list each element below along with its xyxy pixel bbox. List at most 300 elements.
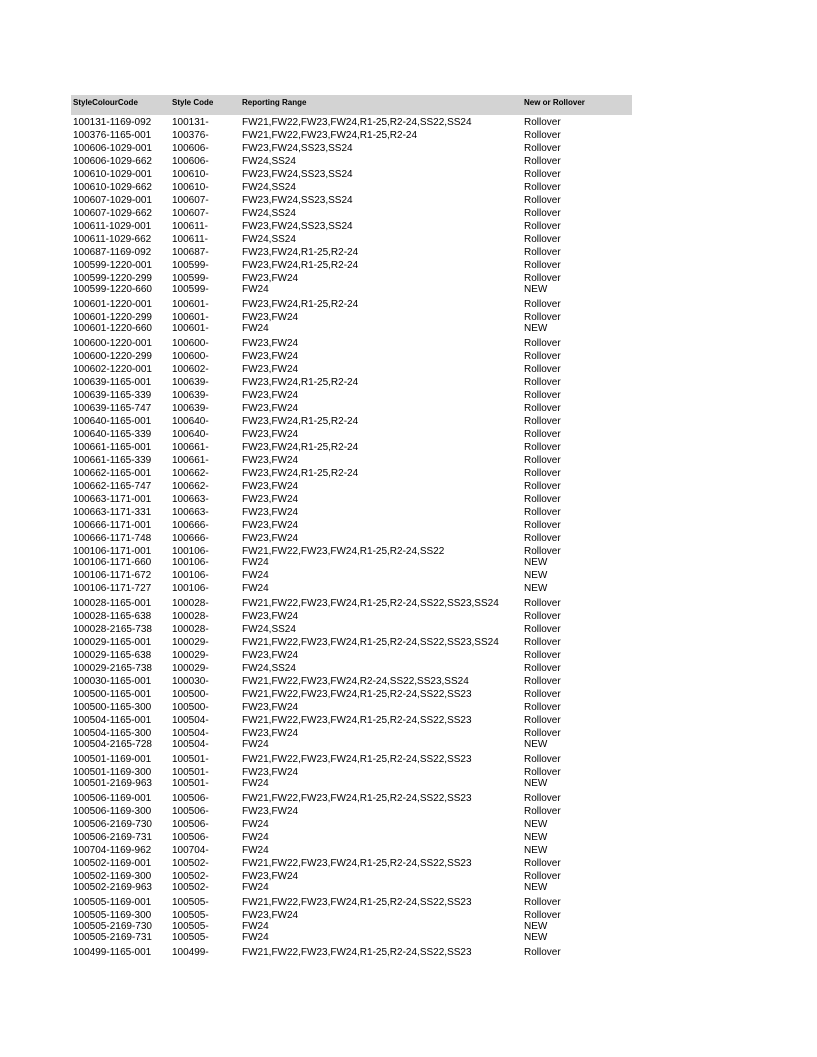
cell-new-or-rollover: Rollover [524, 143, 561, 154]
cell-new-or-rollover: Rollover [524, 403, 561, 414]
cell-new-or-rollover: Rollover [524, 260, 561, 271]
cell-reporting-range: FW24 [242, 778, 269, 789]
cell-reporting-range: FW24 [242, 323, 269, 334]
cell-reporting-range: FW23,FW24 [242, 910, 299, 921]
cell-new-or-rollover: Rollover [524, 208, 561, 219]
cell-style-colour-code: 100500-1165-001 [73, 689, 152, 700]
cell-style-colour-code: 100029-2165-738 [73, 663, 152, 674]
table-row [71, 582, 671, 595]
cell-new-or-rollover: Rollover [524, 637, 561, 648]
cell-style-colour-code: 100663-1171-001 [73, 494, 152, 505]
cell-style-colour-code: 100666-1171-748 [73, 533, 152, 544]
table-row [71, 896, 671, 909]
cell-reporting-range: FW23,FW24 [242, 611, 299, 622]
cell-new-or-rollover: Rollover [524, 947, 561, 958]
cell-reporting-range: FW23,FW24 [242, 390, 299, 401]
cell-style-colour-code: 100106-1171-001 [73, 546, 152, 557]
cell-style-code: 100662- [172, 481, 209, 492]
cell-new-or-rollover: Rollover [524, 455, 561, 466]
cell-new-or-rollover: Rollover [524, 117, 561, 128]
cell-style-colour-code: 100687-1169-092 [73, 247, 152, 258]
cell-new-or-rollover: Rollover [524, 767, 561, 778]
table-row [71, 376, 671, 389]
cell-style-colour-code: 100376-1165-001 [73, 130, 152, 141]
cell-style-colour-code: 100502-2169-963 [73, 882, 152, 893]
cell-reporting-range: FW23,FW24 [242, 338, 299, 349]
table-row [71, 649, 671, 662]
cell-reporting-range: FW23,FW24 [242, 533, 299, 544]
cell-new-or-rollover: Rollover [524, 442, 561, 453]
cell-style-code: 100505- [172, 897, 209, 908]
cell-style-code: 100599- [172, 260, 209, 271]
cell-style-colour-code: 100599-1220-660 [73, 284, 152, 295]
header-row [71, 95, 632, 115]
cell-style-colour-code: 100639-1165-747 [73, 403, 152, 414]
table-row [71, 532, 671, 545]
table-row [71, 350, 671, 363]
cell-new-or-rollover: Rollover [524, 195, 561, 206]
cell-style-code: 100501- [172, 754, 209, 765]
header-reporting-range: Reporting Range [242, 98, 307, 107]
cell-reporting-range: FW21,FW22,FW23,FW24,R1-25,R2-24,SS22,SS23 [242, 897, 472, 908]
cell-new-or-rollover: Rollover [524, 377, 561, 388]
cell-reporting-range: FW21,FW22,FW23,FW24,R1-25,R2-24,SS22,SS23 [242, 754, 472, 765]
cell-new-or-rollover: NEW [524, 932, 548, 943]
cell-reporting-range: FW21,FW22,FW23,FW24,R1-25,R2-24,SS22,SS23 [242, 947, 472, 958]
table-row [71, 259, 671, 272]
table-row [71, 415, 671, 428]
cell-reporting-range: FW21,FW22,FW23,FW24,R1-25,R2-24,SS22,SS23 [242, 689, 472, 700]
table-row [71, 493, 671, 506]
cell-reporting-range: FW21,FW22,FW23,FW24,R1-25,R2-24,SS22,SS23,SS24 [242, 598, 499, 609]
cell-reporting-range: FW23,FW24,SS23,SS24 [242, 221, 353, 232]
cell-style-colour-code: 100029-1165-638 [73, 650, 152, 661]
cell-style-code: 100662- [172, 468, 209, 479]
cell-reporting-range: FW24,SS24 [242, 663, 296, 674]
cell-reporting-range: FW23,FW24 [242, 520, 299, 531]
cell-new-or-rollover: Rollover [524, 481, 561, 492]
cell-reporting-range: FW24,SS24 [242, 208, 296, 219]
cell-style-code: 100499- [172, 947, 209, 958]
cell-style-colour-code: 100028-2165-738 [73, 624, 152, 635]
cell-new-or-rollover: Rollover [524, 715, 561, 726]
cell-style-code: 100611- [172, 234, 208, 245]
cell-reporting-range: FW23,FW24 [242, 364, 299, 375]
cell-reporting-range: FW23,FW24,R1-25,R2-24 [242, 377, 359, 388]
table-row [71, 283, 671, 296]
cell-style-colour-code: 100505-2169-731 [73, 932, 152, 943]
cell-style-colour-code: 100502-1169-300 [73, 871, 152, 882]
cell-style-code: 100502- [172, 858, 209, 869]
cell-reporting-range: FW23,FW24 [242, 481, 299, 492]
table-row [71, 857, 671, 870]
cell-style-code: 100666- [172, 520, 209, 531]
cell-style-code: 100028- [172, 624, 209, 635]
table-row [71, 337, 671, 350]
cell-new-or-rollover: NEW [524, 284, 548, 295]
cell-style-code: 100504- [172, 715, 209, 726]
cell-reporting-range: FW23,FW24 [242, 273, 299, 284]
cell-reporting-range: FW23,FW24,R1-25,R2-24 [242, 468, 359, 479]
table-row [71, 519, 671, 532]
cell-new-or-rollover: NEW [524, 583, 548, 594]
table-row [71, 246, 671, 259]
cell-reporting-range: FW23,FW24 [242, 806, 299, 817]
table-row [71, 454, 671, 467]
cell-new-or-rollover: NEW [524, 882, 548, 893]
cell-style-colour-code: 100500-1165-300 [73, 702, 152, 713]
cell-style-code: 100028- [172, 598, 209, 609]
table-row [71, 480, 671, 493]
table-row [71, 506, 671, 519]
cell-reporting-range: FW21,FW22,FW23,FW24,R1-25,R2-24,SS22,SS23 [242, 715, 472, 726]
cell-style-colour-code: 100600-1220-001 [73, 338, 152, 349]
cell-new-or-rollover: Rollover [524, 663, 561, 674]
cell-style-code: 100106- [172, 583, 209, 594]
cell-reporting-range: FW23,FW24 [242, 871, 299, 882]
cell-style-colour-code: 100504-2165-728 [73, 739, 152, 750]
cell-style-code: 100506- [172, 819, 209, 830]
cell-reporting-range: FW24 [242, 583, 269, 594]
cell-new-or-rollover: Rollover [524, 624, 561, 635]
cell-new-or-rollover: NEW [524, 921, 548, 932]
cell-new-or-rollover: Rollover [524, 793, 561, 804]
cell-style-colour-code: 100131-1169-092 [73, 117, 152, 128]
cell-style-colour-code: 100611-1029-001 [73, 221, 152, 232]
header-style-colour-code: StyleColourCode [73, 98, 138, 107]
cell-reporting-range: FW24 [242, 570, 269, 581]
cell-style-code: 100029- [172, 637, 209, 648]
table-row [71, 881, 671, 894]
cell-reporting-range: FW23,FW24,SS23,SS24 [242, 169, 353, 180]
cell-reporting-range: FW24 [242, 921, 269, 932]
cell-style-code: 100601- [172, 299, 209, 310]
table-row [71, 946, 671, 959]
cell-style-code: 100505- [172, 910, 209, 921]
table-row [71, 129, 671, 142]
cell-style-colour-code: 100504-1165-001 [73, 715, 152, 726]
cell-new-or-rollover: Rollover [524, 312, 561, 323]
cell-style-colour-code: 100028-1165-001 [73, 598, 152, 609]
cell-style-colour-code: 100666-1171-001 [73, 520, 152, 531]
cell-reporting-range: FW21,FW22,FW23,FW24,R1-25,R2-24,SS22 [242, 546, 445, 557]
table-row [71, 688, 671, 701]
cell-new-or-rollover: Rollover [524, 221, 561, 232]
cell-style-colour-code: 100506-2169-730 [73, 819, 152, 830]
cell-new-or-rollover: Rollover [524, 507, 561, 518]
cell-style-code: 100506- [172, 806, 209, 817]
table-row [71, 467, 671, 480]
cell-new-or-rollover: Rollover [524, 676, 561, 687]
cell-style-code: 100606- [172, 156, 209, 167]
table-row [71, 168, 671, 181]
cell-reporting-range: FW23,FW24 [242, 429, 299, 440]
cell-style-code: 100504- [172, 739, 209, 750]
cell-new-or-rollover: NEW [524, 739, 548, 750]
cell-style-colour-code: 100600-1220-299 [73, 351, 152, 362]
cell-reporting-range: FW24,SS24 [242, 182, 296, 193]
cell-style-code: 100661- [172, 442, 209, 453]
cell-style-colour-code: 100607-1029-662 [73, 208, 152, 219]
header-new-or-rollover: New or Rollover [524, 98, 585, 107]
cell-new-or-rollover: Rollover [524, 533, 561, 544]
cell-reporting-range: FW24,SS24 [242, 624, 296, 635]
cell-style-code: 100106- [172, 546, 209, 557]
cell-style-code: 100601- [172, 312, 209, 323]
table-row [71, 831, 671, 844]
cell-reporting-range: FW24 [242, 819, 269, 830]
cell-style-code: 100500- [172, 702, 209, 713]
table-row [71, 194, 671, 207]
cell-reporting-range: FW24 [242, 932, 269, 943]
cell-style-colour-code: 100106-1171-727 [73, 583, 152, 594]
table-row [71, 556, 671, 569]
cell-new-or-rollover: Rollover [524, 351, 561, 362]
table-row [71, 181, 671, 194]
cell-reporting-range: FW23,FW24 [242, 403, 299, 414]
cell-reporting-range: FW21,FW22,FW23,FW24,R1-25,R2-24,SS22,SS24 [242, 117, 472, 128]
cell-new-or-rollover: Rollover [524, 247, 561, 258]
cell-style-code: 100640- [172, 429, 209, 440]
cell-style-code: 100506- [172, 832, 209, 843]
cell-new-or-rollover: Rollover [524, 858, 561, 869]
cell-style-code: 100505- [172, 921, 209, 932]
cell-style-colour-code: 100505-1169-300 [73, 910, 152, 921]
table-row [71, 155, 671, 168]
cell-style-colour-code: 100029-1165-001 [73, 637, 152, 648]
table-row [71, 675, 671, 688]
cell-style-code: 100607- [172, 208, 209, 219]
cell-new-or-rollover: Rollover [524, 871, 561, 882]
table-row [71, 220, 671, 233]
cell-reporting-range: FW23,FW24,SS23,SS24 [242, 195, 353, 206]
cell-new-or-rollover: Rollover [524, 520, 561, 531]
cell-reporting-range: FW24 [242, 882, 269, 893]
cell-style-colour-code: 100499-1165-001 [73, 947, 152, 958]
cell-style-colour-code: 100506-2169-731 [73, 832, 152, 843]
cell-style-code: 100661- [172, 455, 209, 466]
table-row [71, 818, 671, 831]
cell-style-code: 100030- [172, 676, 209, 687]
cell-reporting-range: FW21,FW22,FW23,FW24,R1-25,R2-24,SS22,SS23 [242, 858, 472, 869]
cell-new-or-rollover: Rollover [524, 182, 561, 193]
cell-style-code: 100500- [172, 689, 209, 700]
cell-style-colour-code: 100704-1169-962 [73, 845, 152, 856]
cell-style-code: 100640- [172, 416, 209, 427]
table-row [71, 116, 671, 129]
cell-style-code: 100663- [172, 507, 209, 518]
cell-style-code: 100504- [172, 728, 209, 739]
cell-new-or-rollover: Rollover [524, 130, 561, 141]
cell-new-or-rollover: NEW [524, 570, 548, 581]
cell-new-or-rollover: NEW [524, 845, 548, 856]
table-row [71, 322, 671, 335]
cell-style-code: 100106- [172, 557, 209, 568]
cell-style-colour-code: 100662-1165-001 [73, 468, 152, 479]
cell-style-code: 100639- [172, 390, 209, 401]
cell-style-colour-code: 100502-1169-001 [73, 858, 152, 869]
cell-style-colour-code: 100663-1171-331 [73, 507, 152, 518]
cell-style-code: 100502- [172, 871, 209, 882]
cell-style-colour-code: 100607-1029-001 [73, 195, 152, 206]
cell-style-colour-code: 100106-1171-660 [73, 557, 152, 568]
cell-new-or-rollover: Rollover [524, 546, 561, 557]
cell-style-colour-code: 100599-1220-299 [73, 273, 152, 284]
cell-style-colour-code: 100640-1165-339 [73, 429, 152, 440]
cell-reporting-range: FW24 [242, 832, 269, 843]
cell-style-code: 100704- [172, 845, 209, 856]
table-row [71, 805, 671, 818]
cell-style-code: 100600- [172, 338, 209, 349]
cell-reporting-range: FW23,FW24 [242, 455, 299, 466]
cell-new-or-rollover: NEW [524, 819, 548, 830]
cell-style-colour-code: 100602-1220-001 [73, 364, 152, 375]
cell-new-or-rollover: Rollover [524, 234, 561, 245]
cell-new-or-rollover: Rollover [524, 169, 561, 180]
header-style-code: Style Code [172, 98, 214, 107]
cell-style-colour-code: 100610-1029-001 [73, 169, 152, 180]
table-row [71, 207, 671, 220]
cell-style-code: 100600- [172, 351, 209, 362]
spreadsheet-table [71, 95, 632, 958]
cell-style-code: 100599- [172, 284, 209, 295]
cell-new-or-rollover: Rollover [524, 728, 561, 739]
cell-style-code: 100639- [172, 377, 209, 388]
cell-style-code: 100501- [172, 767, 209, 778]
cell-new-or-rollover: Rollover [524, 416, 561, 427]
cell-reporting-range: FW24 [242, 284, 269, 295]
cell-style-code: 100131- [172, 117, 209, 128]
cell-reporting-range: FW21,FW22,FW23,FW24,R1-25,R2-24,SS22,SS23 [242, 793, 472, 804]
cell-new-or-rollover: Rollover [524, 611, 561, 622]
cell-new-or-rollover: Rollover [524, 429, 561, 440]
cell-reporting-range: FW23,FW24 [242, 312, 299, 323]
cell-style-code: 100502- [172, 882, 209, 893]
cell-style-code: 100666- [172, 533, 209, 544]
table-row [71, 753, 671, 766]
table-row [71, 738, 671, 751]
cell-style-colour-code: 100599-1220-001 [73, 260, 152, 271]
cell-reporting-range: FW21,FW22,FW23,FW24,R2-24,SS22,SS23,SS24 [242, 676, 469, 687]
cell-style-code: 100610- [172, 182, 209, 193]
cell-new-or-rollover: Rollover [524, 338, 561, 349]
cell-reporting-range: FW23,FW24 [242, 507, 299, 518]
cell-style-code: 100602- [172, 364, 209, 375]
table-row [71, 792, 671, 805]
cell-new-or-rollover: Rollover [524, 806, 561, 817]
cell-new-or-rollover: Rollover [524, 494, 561, 505]
cell-reporting-range: FW23,FW24 [242, 351, 299, 362]
table-row [71, 714, 671, 727]
cell-new-or-rollover: Rollover [524, 598, 561, 609]
cell-style-colour-code: 100640-1165-001 [73, 416, 152, 427]
cell-new-or-rollover: Rollover [524, 156, 561, 167]
cell-style-code: 100599- [172, 273, 209, 284]
cell-reporting-range: FW23,FW24 [242, 494, 299, 505]
cell-style-code: 100505- [172, 932, 209, 943]
cell-reporting-range: FW23,FW24 [242, 767, 299, 778]
cell-style-code: 100028- [172, 611, 209, 622]
cell-reporting-range: FW23,FW24 [242, 728, 299, 739]
cell-new-or-rollover: Rollover [524, 702, 561, 713]
cell-reporting-range: FW23,FW24,R1-25,R2-24 [242, 442, 359, 453]
cell-style-colour-code: 100661-1165-001 [73, 442, 152, 453]
cell-style-code: 100601- [172, 323, 209, 334]
cell-style-colour-code: 100610-1029-662 [73, 182, 152, 193]
cell-style-colour-code: 100639-1165-001 [73, 377, 152, 388]
cell-style-colour-code: 100661-1165-339 [73, 455, 152, 466]
cell-style-code: 100611- [172, 221, 208, 232]
table-row [71, 363, 671, 376]
table-row [71, 623, 671, 636]
cell-reporting-range: FW24 [242, 845, 269, 856]
cell-style-code: 100639- [172, 403, 209, 414]
table-row [71, 610, 671, 623]
cell-style-code: 100106- [172, 570, 209, 581]
cell-style-code: 100029- [172, 650, 209, 661]
cell-style-colour-code: 100611-1029-662 [73, 234, 152, 245]
table-row [71, 597, 671, 610]
cell-style-colour-code: 100505-1169-001 [73, 897, 152, 908]
cell-style-colour-code: 100501-1169-001 [73, 754, 152, 765]
cell-new-or-rollover: NEW [524, 557, 548, 568]
table-row [71, 931, 671, 944]
cell-style-code: 100610- [172, 169, 209, 180]
cell-style-code: 100376- [172, 130, 209, 141]
cell-style-code: 100029- [172, 663, 209, 674]
cell-new-or-rollover: Rollover [524, 364, 561, 375]
table-row [71, 298, 671, 311]
cell-style-code: 100687- [172, 247, 209, 258]
cell-style-colour-code: 100601-1220-299 [73, 312, 152, 323]
cell-new-or-rollover: Rollover [524, 390, 561, 401]
cell-style-colour-code: 100601-1220-660 [73, 323, 152, 334]
cell-reporting-range: FW23,FW24 [242, 702, 299, 713]
table-row [71, 844, 671, 857]
cell-style-colour-code: 100606-1029-001 [73, 143, 152, 154]
table-row [71, 142, 671, 155]
cell-style-colour-code: 100504-1165-300 [73, 728, 152, 739]
cell-style-colour-code: 100606-1029-662 [73, 156, 152, 167]
table-row [71, 701, 671, 714]
cell-style-colour-code: 100030-1165-001 [73, 676, 152, 687]
cell-new-or-rollover: Rollover [524, 650, 561, 661]
cell-style-colour-code: 100662-1165-747 [73, 481, 152, 492]
cell-reporting-range: FW24,SS24 [242, 156, 296, 167]
cell-style-code: 100506- [172, 793, 209, 804]
cell-reporting-range: FW24,SS24 [242, 234, 296, 245]
cell-style-colour-code: 100505-2169-730 [73, 921, 152, 932]
cell-new-or-rollover: Rollover [524, 754, 561, 765]
cell-style-colour-code: 100601-1220-001 [73, 299, 152, 310]
cell-reporting-range: FW24 [242, 739, 269, 750]
cell-style-colour-code: 100501-2169-963 [73, 778, 152, 789]
table-row [71, 636, 671, 649]
table-row [71, 233, 671, 246]
cell-style-code: 100501- [172, 778, 209, 789]
cell-reporting-range: FW23,FW24,R1-25,R2-24 [242, 247, 359, 258]
cell-style-colour-code: 100106-1171-672 [73, 570, 152, 581]
cell-style-colour-code: 100501-1169-300 [73, 767, 152, 778]
cell-new-or-rollover: Rollover [524, 299, 561, 310]
cell-new-or-rollover: Rollover [524, 910, 561, 921]
table-row [71, 428, 671, 441]
cell-reporting-range: FW23,FW24 [242, 650, 299, 661]
cell-style-colour-code: 100028-1165-638 [73, 611, 152, 622]
cell-reporting-range: FW23,FW24,R1-25,R2-24 [242, 299, 359, 310]
table-row [71, 662, 671, 675]
cell-reporting-range: FW21,FW22,FW23,FW24,R1-25,R2-24 [242, 130, 418, 141]
